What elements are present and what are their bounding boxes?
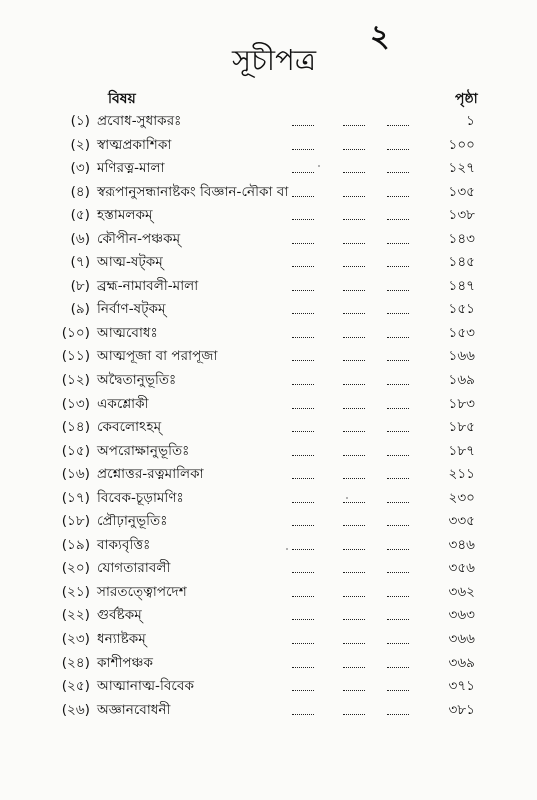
toc-entry-page: ১৪৭ bbox=[448, 277, 475, 294]
leader-dots bbox=[292, 487, 314, 511]
toc-entry-title: বিবেক-চূড়ামণিঃ bbox=[97, 489, 184, 506]
leader-dots bbox=[387, 581, 409, 605]
leader-dots bbox=[292, 557, 314, 581]
toc-row bbox=[0, 416, 537, 440]
toc-entry-title: কেবলোঽহম্ bbox=[97, 419, 162, 436]
toc-entry-page: ১৩৫ bbox=[448, 183, 475, 200]
toc-entry-number: (৭) bbox=[70, 254, 90, 271]
toc-row bbox=[0, 322, 537, 346]
leader-dots bbox=[343, 557, 365, 581]
leader-dots bbox=[292, 675, 314, 699]
leader-dots bbox=[292, 628, 314, 652]
leader-dots bbox=[387, 251, 409, 275]
leader-dots bbox=[387, 440, 409, 464]
toc-entry-page: ১৪৩ bbox=[448, 230, 475, 247]
toc-row bbox=[0, 557, 537, 581]
toc-entry-title: নির্বাণ-ষট্কম্ bbox=[97, 301, 166, 318]
toc-entry-page: ২১১ bbox=[448, 466, 475, 483]
leader-dots bbox=[387, 487, 409, 511]
toc-row bbox=[0, 393, 537, 417]
leader-dots bbox=[292, 181, 314, 205]
toc-row bbox=[0, 463, 537, 487]
leader-dots bbox=[343, 134, 365, 158]
leader-dots bbox=[343, 275, 365, 299]
leader-dots bbox=[343, 369, 365, 393]
leader-dots bbox=[343, 157, 365, 181]
toc-entry-page: ৩৩৫ bbox=[448, 513, 475, 530]
toc-entry-page: ১৬৬ bbox=[448, 348, 475, 365]
leader-dots bbox=[387, 557, 409, 581]
leader-dots bbox=[343, 322, 365, 346]
toc-entry-number: (১০) bbox=[61, 324, 90, 341]
toc-entry-number: (১৯) bbox=[61, 536, 90, 553]
toc-entry-number: (২) bbox=[70, 136, 90, 153]
toc-row bbox=[0, 345, 537, 369]
leader-dots bbox=[387, 134, 409, 158]
leader-dots bbox=[387, 298, 409, 322]
toc-row bbox=[0, 204, 537, 228]
toc-entry-page: ৩৪৬ bbox=[448, 536, 475, 553]
toc-entry-number: (৫) bbox=[70, 207, 90, 224]
leader-dots bbox=[343, 581, 365, 605]
toc-entry-page: ১ bbox=[466, 113, 475, 129]
leader-dots bbox=[387, 510, 409, 534]
leader-dots bbox=[387, 322, 409, 346]
leader-dots bbox=[292, 204, 314, 228]
toc-row bbox=[0, 369, 537, 393]
toc-entry-title: ধন্যাষ্টকম্ bbox=[97, 631, 146, 648]
leader-dots bbox=[292, 275, 314, 299]
toc-row bbox=[0, 298, 537, 322]
toc-entry-number: (২০) bbox=[61, 560, 90, 577]
toc-entry-number: (১৩) bbox=[61, 395, 90, 412]
toc-row bbox=[0, 581, 537, 605]
leader-dots bbox=[292, 393, 314, 417]
toc-entry-title: একশ্লোকী bbox=[97, 395, 149, 412]
toc-entry-number: (১৪) bbox=[61, 419, 90, 436]
toc-row bbox=[0, 181, 537, 205]
leader-dots bbox=[343, 393, 365, 417]
leader-dots bbox=[387, 275, 409, 299]
leader-dots bbox=[343, 204, 365, 228]
toc-entry-number: (১১) bbox=[61, 348, 90, 365]
toc-entry-page: ১৮৫ bbox=[448, 419, 475, 436]
page-number: ২ bbox=[370, 19, 390, 54]
toc-entry-page: ১৪৫ bbox=[448, 254, 475, 271]
toc-entry-page: ৩৫৬ bbox=[448, 560, 475, 577]
toc-entry-number: (২২) bbox=[61, 607, 90, 624]
leader-dots bbox=[343, 675, 365, 699]
print-speck bbox=[318, 165, 320, 167]
toc-entry-title: যোগতারাবলী bbox=[97, 560, 171, 577]
leader-dots bbox=[343, 652, 365, 676]
toc-row bbox=[0, 652, 537, 676]
toc-entry-number: (১৭) bbox=[61, 489, 90, 506]
page-column-header: পৃষ্ঠা bbox=[455, 91, 478, 107]
leader-dots bbox=[387, 157, 409, 181]
toc-entry-page: ১৮৩ bbox=[448, 395, 475, 412]
leader-dots bbox=[292, 440, 314, 464]
leader-dots bbox=[292, 322, 314, 346]
toc-entry-title: কৌপীন-পঞ্চকম্ bbox=[97, 230, 181, 247]
leader-dots bbox=[387, 652, 409, 676]
toc-entry-number: (৩) bbox=[70, 160, 90, 177]
leader-dots bbox=[343, 510, 365, 534]
leader-dots bbox=[292, 534, 314, 558]
toc-entry-title: প্রশ্নোত্তর-রত্নমালিকা bbox=[97, 466, 204, 483]
leader-dots bbox=[387, 204, 409, 228]
toc-entry-page: ৩৮১ bbox=[448, 701, 475, 718]
toc-entry-title: বাক্যবৃত্তিঃ bbox=[97, 536, 151, 553]
toc-entry-page: ৩৭১ bbox=[448, 678, 475, 695]
toc-entry-page: ১৩৮ bbox=[448, 207, 475, 224]
toc-entry-title: স্বরূপানুসন্ধানাষ্টকং বিজ্ঞান-নৌকা বা bbox=[97, 183, 289, 200]
toc-entry-number: (১৫) bbox=[61, 442, 90, 459]
leader-dots bbox=[292, 110, 314, 134]
leader-dots bbox=[292, 699, 314, 723]
toc-entry-page: ৩৬২ bbox=[448, 583, 475, 600]
toc-entry-title: আত্মবোধঃ bbox=[97, 324, 158, 341]
toc-entry-title: প্রৌঢ়ানুভূতিঃ bbox=[97, 513, 168, 530]
topic-column-header: বিষয় bbox=[108, 91, 136, 107]
leader-dots bbox=[292, 369, 314, 393]
toc-entry-title: অদ্বৈতানুভূতিঃ bbox=[97, 372, 177, 389]
toc-entry-number: (২৩) bbox=[61, 631, 90, 648]
toc-row bbox=[0, 251, 537, 275]
toc-entry-page: ১৮৭ bbox=[448, 442, 475, 459]
toc-entry-number: (৯) bbox=[70, 301, 90, 318]
print-speck bbox=[286, 548, 288, 550]
toc-entry-title: আত্মপূজা বা পরাপূজা bbox=[97, 348, 218, 365]
toc-entry-page: ৩৬৩ bbox=[448, 607, 475, 624]
leader-dots bbox=[292, 510, 314, 534]
toc-row bbox=[0, 134, 537, 158]
leader-dots bbox=[292, 652, 314, 676]
leader-dots bbox=[343, 110, 365, 134]
leader-dots bbox=[387, 345, 409, 369]
leader-dots bbox=[387, 393, 409, 417]
toc-entry-title: সারতত্ত্বোপদেশ bbox=[97, 583, 187, 600]
toc-row bbox=[0, 699, 537, 723]
toc-entry-number: (২৪) bbox=[61, 654, 90, 671]
toc-entry-number: (২৬) bbox=[61, 701, 90, 718]
toc-entry-number: (১) bbox=[70, 113, 90, 129]
toc-entry-number: (৬) bbox=[70, 230, 90, 247]
toc-entry-title: প্রবোধ-সুধাকরঃ bbox=[97, 113, 182, 129]
leader-dots bbox=[343, 534, 365, 558]
toc-row bbox=[0, 275, 537, 299]
leader-dots bbox=[292, 157, 314, 181]
leader-dots bbox=[343, 628, 365, 652]
toc-entry-number: (১৮) bbox=[61, 513, 90, 530]
toc-row bbox=[0, 510, 537, 534]
leader-dots bbox=[387, 628, 409, 652]
leader-dots bbox=[343, 463, 365, 487]
leader-dots bbox=[343, 298, 365, 322]
toc-entry-page: ১৫৩ bbox=[448, 324, 475, 341]
leader-dots bbox=[343, 181, 365, 205]
leader-dots bbox=[387, 416, 409, 440]
leader-dots bbox=[292, 581, 314, 605]
leader-dots bbox=[387, 463, 409, 487]
toc-entry-page: ২৩০ bbox=[448, 489, 475, 506]
toc-entry-number: (২৫) bbox=[61, 678, 90, 695]
toc-entry-page: ১০০ bbox=[448, 136, 475, 153]
leader-dots bbox=[387, 534, 409, 558]
toc-entry-title: অজ্ঞানবোধনী bbox=[97, 701, 171, 718]
page-title: সূচীপত্র bbox=[232, 43, 317, 77]
leader-dots bbox=[387, 110, 409, 134]
leader-dots bbox=[292, 345, 314, 369]
toc-entry-title: স্বাত্মপ্রকাশিকা bbox=[97, 136, 172, 153]
toc-entry-title: আত্মানাত্ম-বিবেক bbox=[97, 678, 194, 695]
leader-dots bbox=[387, 604, 409, 628]
leader-dots bbox=[343, 416, 365, 440]
leader-dots bbox=[387, 181, 409, 205]
toc-entry-number: (৪) bbox=[70, 183, 90, 200]
toc-entry-page: ১২৭ bbox=[448, 160, 475, 177]
toc-entry-number: (১২) bbox=[61, 372, 90, 389]
toc-entry-title: অপরোক্ষানুভূতিঃ bbox=[97, 442, 190, 459]
toc-entry-page: ১৬৯ bbox=[448, 372, 475, 389]
toc-row bbox=[0, 534, 537, 558]
leader-dots bbox=[292, 298, 314, 322]
toc-entry-title: গুর্বষ্টকম্ bbox=[97, 607, 142, 624]
toc-entry-page: ৩৬৬ bbox=[448, 631, 475, 648]
leader-dots bbox=[292, 416, 314, 440]
leader-dots bbox=[343, 604, 365, 628]
leader-dots bbox=[343, 345, 365, 369]
toc-row bbox=[0, 110, 537, 134]
toc-row bbox=[0, 675, 537, 699]
toc-row bbox=[0, 440, 537, 464]
leader-dots bbox=[292, 134, 314, 158]
leader-dots bbox=[343, 251, 365, 275]
toc-entry-page: ১৫১ bbox=[448, 301, 475, 318]
toc-entry-number: (১৬) bbox=[61, 466, 90, 483]
leader-dots bbox=[387, 675, 409, 699]
toc-row bbox=[0, 228, 537, 252]
toc-entry-title: হস্তামলকম্ bbox=[97, 207, 153, 224]
toc-list bbox=[0, 110, 537, 722]
toc-entry-page: ৩৬৯ bbox=[448, 654, 475, 671]
toc-entry-title: আত্ম-ষট্কম্ bbox=[97, 254, 163, 271]
leader-dots bbox=[292, 604, 314, 628]
leader-dots bbox=[292, 251, 314, 275]
leader-dots bbox=[387, 228, 409, 252]
print-speck bbox=[346, 497, 348, 499]
toc-row bbox=[0, 628, 537, 652]
leader-dots bbox=[343, 699, 365, 723]
toc-row bbox=[0, 487, 537, 511]
toc-entry-title: কাশীপঞ্চক bbox=[97, 654, 154, 671]
leader-dots bbox=[292, 228, 314, 252]
toc-row bbox=[0, 157, 537, 181]
leader-dots bbox=[343, 440, 365, 464]
leader-dots bbox=[343, 228, 365, 252]
toc-row bbox=[0, 604, 537, 628]
toc-entry-number: (২১) bbox=[61, 583, 90, 600]
leader-dots bbox=[292, 463, 314, 487]
leader-dots bbox=[387, 369, 409, 393]
leader-dots bbox=[387, 699, 409, 723]
toc-entry-number: (৮) bbox=[70, 277, 90, 294]
toc-entry-title: মণিরত্ন-মালা bbox=[97, 160, 165, 177]
toc-entry-title: ব্রহ্ম-নামাবলী-মালা bbox=[97, 277, 199, 294]
